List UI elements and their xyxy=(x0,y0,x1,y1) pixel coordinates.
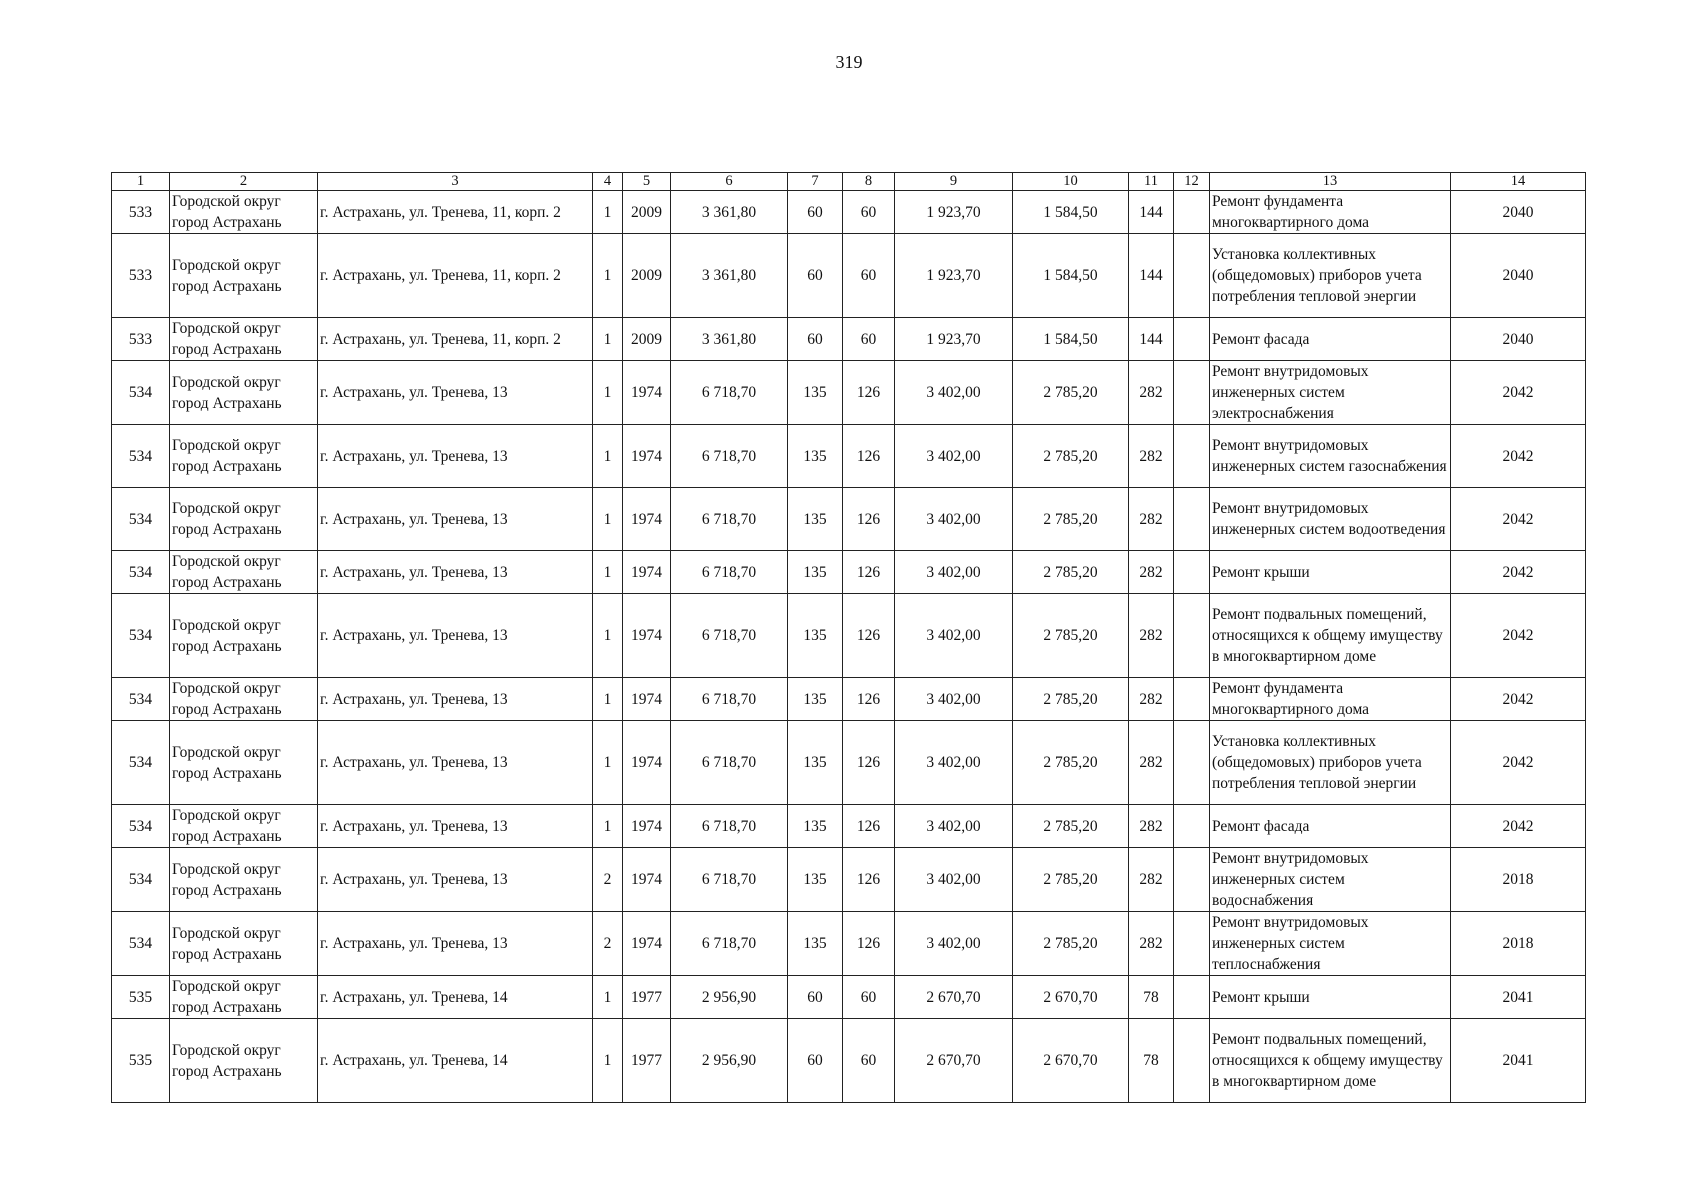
municipality-cell: Городской округ город Астрахань xyxy=(170,488,318,551)
table-row xyxy=(112,678,1586,721)
work-type-cell: Ремонт фундамента многоквартирного дома xyxy=(1210,678,1451,721)
col12-cell xyxy=(1174,361,1210,425)
col12-cell xyxy=(1174,234,1210,318)
work-type-cell: Ремонт внутридомовых инженерных систем водоснабжения xyxy=(1210,848,1451,912)
planned-year-cell: 2042 xyxy=(1451,721,1586,805)
municipality-cell: Городской округ город Астрахань xyxy=(170,361,318,425)
col10-area-cell: 2 785,20 xyxy=(1013,594,1129,678)
col12-cell xyxy=(1174,551,1210,594)
col7-cell: 135 xyxy=(788,488,843,551)
residents-cell: 282 xyxy=(1129,425,1174,488)
municipality-cell: Городской округ город Астрахань xyxy=(170,805,318,848)
work-type-cell: Ремонт внутридомовых инженерных систем теплоснабжения xyxy=(1210,912,1451,976)
address-cell: г. Астрахань, ул. Тренева, 13 xyxy=(318,594,593,678)
address-cell: г. Астрахань, ул. Тренева, 13 xyxy=(318,361,593,425)
total-area-cell: 6 718,70 xyxy=(671,488,788,551)
municipality-cell: Городской округ город Астрахань xyxy=(170,425,318,488)
col8-cell: 60 xyxy=(843,191,895,234)
total-area-cell: 3 361,80 xyxy=(671,234,788,318)
residents-cell: 282 xyxy=(1129,594,1174,678)
column-header: 5 xyxy=(623,173,671,191)
col8-cell: 126 xyxy=(843,912,895,976)
record-number-cell: 534 xyxy=(112,488,170,551)
record-number-cell: 534 xyxy=(112,361,170,425)
work-type-cell: Ремонт фасада xyxy=(1210,805,1451,848)
address-cell: г. Астрахань, ул. Тренева, 11, корп. 2 xyxy=(318,234,593,318)
municipality-cell: Городской округ город Астрахань xyxy=(170,848,318,912)
total-area-cell: 6 718,70 xyxy=(671,721,788,805)
residents-cell: 282 xyxy=(1129,361,1174,425)
col9-area-cell: 1 923,70 xyxy=(895,234,1013,318)
col7-cell: 135 xyxy=(788,361,843,425)
total-area-cell: 3 361,80 xyxy=(671,191,788,234)
table-row xyxy=(112,191,1586,234)
planned-year-cell: 2042 xyxy=(1451,425,1586,488)
stage-cell: 1 xyxy=(593,976,623,1019)
year-built-cell: 1974 xyxy=(623,721,671,805)
work-type-cell: Установка коллективных (общедомовых) приборов учета потребления тепловой энергии xyxy=(1210,721,1451,805)
residents-cell: 144 xyxy=(1129,234,1174,318)
col10-area-cell: 1 584,50 xyxy=(1013,191,1129,234)
col10-area-cell: 2 785,20 xyxy=(1013,361,1129,425)
work-type-cell: Установка коллективных (общедомовых) приборов учета потребления тепловой энергии xyxy=(1210,234,1451,318)
total-area-cell: 3 361,80 xyxy=(671,318,788,361)
stage-cell: 1 xyxy=(593,234,623,318)
table-body xyxy=(112,191,1586,1103)
col7-cell: 135 xyxy=(788,425,843,488)
stage-cell: 1 xyxy=(593,361,623,425)
col12-cell xyxy=(1174,318,1210,361)
address-cell: г. Астрахань, ул. Тренева, 13 xyxy=(318,805,593,848)
total-area-cell: 6 718,70 xyxy=(671,848,788,912)
record-number-cell: 534 xyxy=(112,912,170,976)
col7-cell: 135 xyxy=(788,912,843,976)
col12-cell xyxy=(1174,1019,1210,1103)
col7-cell: 135 xyxy=(788,678,843,721)
address-cell: г. Астрахань, ул. Тренева, 13 xyxy=(318,488,593,551)
work-type-cell: Ремонт внутридомовых инженерных систем водоотведения xyxy=(1210,488,1451,551)
work-type-cell: Ремонт внутридомовых инженерных систем электроснабжения xyxy=(1210,361,1451,425)
col7-cell: 135 xyxy=(788,805,843,848)
year-built-cell: 1974 xyxy=(623,594,671,678)
record-number-cell: 534 xyxy=(112,425,170,488)
col7-cell: 60 xyxy=(788,976,843,1019)
work-type-cell: Ремонт крыши xyxy=(1210,551,1451,594)
planned-year-cell: 2040 xyxy=(1451,191,1586,234)
col8-cell: 126 xyxy=(843,488,895,551)
col9-area-cell: 1 923,70 xyxy=(895,191,1013,234)
table-row xyxy=(112,551,1586,594)
record-number-cell: 534 xyxy=(112,594,170,678)
planned-year-cell: 2040 xyxy=(1451,318,1586,361)
col10-area-cell: 2 670,70 xyxy=(1013,1019,1129,1103)
column-header: 2 xyxy=(170,173,318,191)
work-type-cell: Ремонт подвальных помещений, относящихся к общему имуществу в многоквартирном доме xyxy=(1210,1019,1451,1103)
col10-area-cell: 2 670,70 xyxy=(1013,976,1129,1019)
year-built-cell: 1974 xyxy=(623,425,671,488)
planned-year-cell: 2042 xyxy=(1451,361,1586,425)
municipality-cell: Городской округ город Астрахань xyxy=(170,1019,318,1103)
col9-area-cell: 3 402,00 xyxy=(895,805,1013,848)
residents-cell: 282 xyxy=(1129,551,1174,594)
total-area-cell: 6 718,70 xyxy=(671,551,788,594)
stage-cell: 2 xyxy=(593,848,623,912)
table-row xyxy=(112,234,1586,318)
record-number-cell: 535 xyxy=(112,1019,170,1103)
record-number-cell: 534 xyxy=(112,721,170,805)
col9-area-cell: 3 402,00 xyxy=(895,721,1013,805)
work-type-cell: Ремонт подвальных помещений, относящихся к общему имуществу в многоквартирном доме xyxy=(1210,594,1451,678)
municipality-cell: Городской округ город Астрахань xyxy=(170,551,318,594)
address-cell: г. Астрахань, ул. Тренева, 13 xyxy=(318,912,593,976)
column-header: 9 xyxy=(895,173,1013,191)
residents-cell: 282 xyxy=(1129,721,1174,805)
address-cell: г. Астрахань, ул. Тренева, 11, корп. 2 xyxy=(318,318,593,361)
stage-cell: 1 xyxy=(593,318,623,361)
col8-cell: 126 xyxy=(843,678,895,721)
municipality-cell: Городской округ город Астрахань xyxy=(170,318,318,361)
col8-cell: 126 xyxy=(843,425,895,488)
col12-cell xyxy=(1174,976,1210,1019)
stage-cell: 1 xyxy=(593,488,623,551)
col7-cell: 135 xyxy=(788,721,843,805)
col9-area-cell: 3 402,00 xyxy=(895,678,1013,721)
address-cell: г. Астрахань, ул. Тренева, 13 xyxy=(318,721,593,805)
address-cell: г. Астрахань, ул. Тренева, 13 xyxy=(318,678,593,721)
col8-cell: 126 xyxy=(843,551,895,594)
col8-cell: 60 xyxy=(843,318,895,361)
col7-cell: 135 xyxy=(788,594,843,678)
table-row xyxy=(112,425,1586,488)
total-area-cell: 6 718,70 xyxy=(671,912,788,976)
residents-cell: 282 xyxy=(1129,912,1174,976)
col9-area-cell: 2 670,70 xyxy=(895,1019,1013,1103)
year-built-cell: 1974 xyxy=(623,361,671,425)
municipality-cell: Городской округ город Астрахань xyxy=(170,912,318,976)
stage-cell: 1 xyxy=(593,594,623,678)
col8-cell: 126 xyxy=(843,848,895,912)
col10-area-cell: 2 785,20 xyxy=(1013,488,1129,551)
planned-year-cell: 2042 xyxy=(1451,678,1586,721)
col9-area-cell: 3 402,00 xyxy=(895,488,1013,551)
table-row xyxy=(112,912,1586,976)
col9-area-cell: 3 402,00 xyxy=(895,361,1013,425)
year-built-cell: 1974 xyxy=(623,912,671,976)
record-number-cell: 535 xyxy=(112,976,170,1019)
column-header: 13 xyxy=(1210,173,1451,191)
col12-cell xyxy=(1174,912,1210,976)
col12-cell xyxy=(1174,191,1210,234)
municipality-cell: Городской округ город Астрахань xyxy=(170,191,318,234)
work-type-cell: Ремонт внутридомовых инженерных систем газоснабжения xyxy=(1210,425,1451,488)
stage-cell: 1 xyxy=(593,191,623,234)
repair-schedule-table xyxy=(111,172,1586,1103)
col7-cell: 135 xyxy=(788,551,843,594)
stage-cell: 1 xyxy=(593,805,623,848)
col10-area-cell: 2 785,20 xyxy=(1013,848,1129,912)
col8-cell: 126 xyxy=(843,721,895,805)
year-built-cell: 2009 xyxy=(623,234,671,318)
col7-cell: 60 xyxy=(788,318,843,361)
record-number-cell: 534 xyxy=(112,805,170,848)
municipality-cell: Городской округ город Астрахань xyxy=(170,678,318,721)
col7-cell: 60 xyxy=(788,1019,843,1103)
table-row xyxy=(112,488,1586,551)
col10-area-cell: 2 785,20 xyxy=(1013,805,1129,848)
table-row xyxy=(112,805,1586,848)
planned-year-cell: 2018 xyxy=(1451,912,1586,976)
col8-cell: 126 xyxy=(843,805,895,848)
planned-year-cell: 2042 xyxy=(1451,551,1586,594)
column-header: 8 xyxy=(843,173,895,191)
column-header: 11 xyxy=(1129,173,1174,191)
residents-cell: 144 xyxy=(1129,191,1174,234)
residents-cell: 282 xyxy=(1129,805,1174,848)
table-row xyxy=(112,721,1586,805)
col12-cell xyxy=(1174,805,1210,848)
total-area-cell: 6 718,70 xyxy=(671,425,788,488)
stage-cell: 1 xyxy=(593,1019,623,1103)
table-row xyxy=(112,976,1586,1019)
work-type-cell: Ремонт фасада xyxy=(1210,318,1451,361)
col12-cell xyxy=(1174,488,1210,551)
municipality-cell: Городской округ город Астрахань xyxy=(170,721,318,805)
col10-area-cell: 2 785,20 xyxy=(1013,912,1129,976)
planned-year-cell: 2041 xyxy=(1451,976,1586,1019)
table-row xyxy=(112,594,1586,678)
table-row xyxy=(112,318,1586,361)
year-built-cell: 1974 xyxy=(623,488,671,551)
col9-area-cell: 3 402,00 xyxy=(895,551,1013,594)
col10-area-cell: 1 584,50 xyxy=(1013,234,1129,318)
record-number-cell: 534 xyxy=(112,848,170,912)
planned-year-cell: 2042 xyxy=(1451,594,1586,678)
table-row xyxy=(112,1019,1586,1103)
col7-cell: 60 xyxy=(788,234,843,318)
col12-cell xyxy=(1174,721,1210,805)
total-area-cell: 6 718,70 xyxy=(671,361,788,425)
col10-area-cell: 2 785,20 xyxy=(1013,425,1129,488)
municipality-cell: Городской округ город Астрахань xyxy=(170,976,318,1019)
column-header: 1 xyxy=(112,173,170,191)
work-type-cell: Ремонт крыши xyxy=(1210,976,1451,1019)
year-built-cell: 1974 xyxy=(623,551,671,594)
col12-cell xyxy=(1174,848,1210,912)
address-cell: г. Астрахань, ул. Тренева, 11, корп. 2 xyxy=(318,191,593,234)
stage-cell: 1 xyxy=(593,551,623,594)
planned-year-cell: 2042 xyxy=(1451,805,1586,848)
column-number-row xyxy=(112,173,1586,191)
residents-cell: 282 xyxy=(1129,848,1174,912)
column-header: 12 xyxy=(1174,173,1210,191)
address-cell: г. Астрахань, ул. Тренева, 13 xyxy=(318,848,593,912)
col8-cell: 60 xyxy=(843,976,895,1019)
column-header: 6 xyxy=(671,173,788,191)
year-built-cell: 1974 xyxy=(623,805,671,848)
planned-year-cell: 2040 xyxy=(1451,234,1586,318)
residents-cell: 144 xyxy=(1129,318,1174,361)
col10-area-cell: 2 785,20 xyxy=(1013,551,1129,594)
total-area-cell: 6 718,70 xyxy=(671,678,788,721)
col12-cell xyxy=(1174,678,1210,721)
record-number-cell: 533 xyxy=(112,234,170,318)
col10-area-cell: 1 584,50 xyxy=(1013,318,1129,361)
address-cell: г. Астрахань, ул. Тренева, 13 xyxy=(318,425,593,488)
page-number: 319 xyxy=(835,52,863,72)
stage-cell: 2 xyxy=(593,912,623,976)
year-built-cell: 1977 xyxy=(623,976,671,1019)
col9-area-cell: 3 402,00 xyxy=(895,425,1013,488)
year-built-cell: 1977 xyxy=(623,1019,671,1103)
total-area-cell: 6 718,70 xyxy=(671,805,788,848)
table-row xyxy=(112,361,1586,425)
planned-year-cell: 2041 xyxy=(1451,1019,1586,1103)
total-area-cell: 2 956,90 xyxy=(671,1019,788,1103)
col10-area-cell: 2 785,20 xyxy=(1013,721,1129,805)
residents-cell: 282 xyxy=(1129,678,1174,721)
col7-cell: 60 xyxy=(788,191,843,234)
municipality-cell: Городской округ город Астрахань xyxy=(170,234,318,318)
column-header: 3 xyxy=(318,173,593,191)
total-area-cell: 6 718,70 xyxy=(671,594,788,678)
col12-cell xyxy=(1174,594,1210,678)
year-built-cell: 1974 xyxy=(623,848,671,912)
residents-cell: 282 xyxy=(1129,488,1174,551)
column-header: 14 xyxy=(1451,173,1586,191)
col7-cell: 135 xyxy=(788,848,843,912)
year-built-cell: 2009 xyxy=(623,318,671,361)
col12-cell xyxy=(1174,425,1210,488)
address-cell: г. Астрахань, ул. Тренева, 13 xyxy=(318,551,593,594)
record-number-cell: 534 xyxy=(112,678,170,721)
work-type-cell: Ремонт фундамента многоквартирного дома xyxy=(1210,191,1451,234)
col9-area-cell: 2 670,70 xyxy=(895,976,1013,1019)
planned-year-cell: 2042 xyxy=(1451,488,1586,551)
residents-cell: 78 xyxy=(1129,976,1174,1019)
address-cell: г. Астрахань, ул. Тренева, 14 xyxy=(318,1019,593,1103)
municipality-cell: Городской округ город Астрахань xyxy=(170,594,318,678)
stage-cell: 1 xyxy=(593,425,623,488)
col8-cell: 126 xyxy=(843,594,895,678)
record-number-cell: 533 xyxy=(112,191,170,234)
column-header: 4 xyxy=(593,173,623,191)
year-built-cell: 2009 xyxy=(623,191,671,234)
stage-cell: 1 xyxy=(593,721,623,805)
col9-area-cell: 3 402,00 xyxy=(895,594,1013,678)
year-built-cell: 1974 xyxy=(623,678,671,721)
stage-cell: 1 xyxy=(593,678,623,721)
planned-year-cell: 2018 xyxy=(1451,848,1586,912)
col8-cell: 60 xyxy=(843,1019,895,1103)
col10-area-cell: 2 785,20 xyxy=(1013,678,1129,721)
total-area-cell: 2 956,90 xyxy=(671,976,788,1019)
col8-cell: 60 xyxy=(843,234,895,318)
column-header: 10 xyxy=(1013,173,1129,191)
col9-area-cell: 3 402,00 xyxy=(895,848,1013,912)
col8-cell: 126 xyxy=(843,361,895,425)
column-header: 7 xyxy=(788,173,843,191)
residents-cell: 78 xyxy=(1129,1019,1174,1103)
address-cell: г. Астрахань, ул. Тренева, 14 xyxy=(318,976,593,1019)
table-row xyxy=(112,848,1586,912)
record-number-cell: 533 xyxy=(112,318,170,361)
record-number-cell: 534 xyxy=(112,551,170,594)
col9-area-cell: 1 923,70 xyxy=(895,318,1013,361)
col9-area-cell: 3 402,00 xyxy=(895,912,1013,976)
